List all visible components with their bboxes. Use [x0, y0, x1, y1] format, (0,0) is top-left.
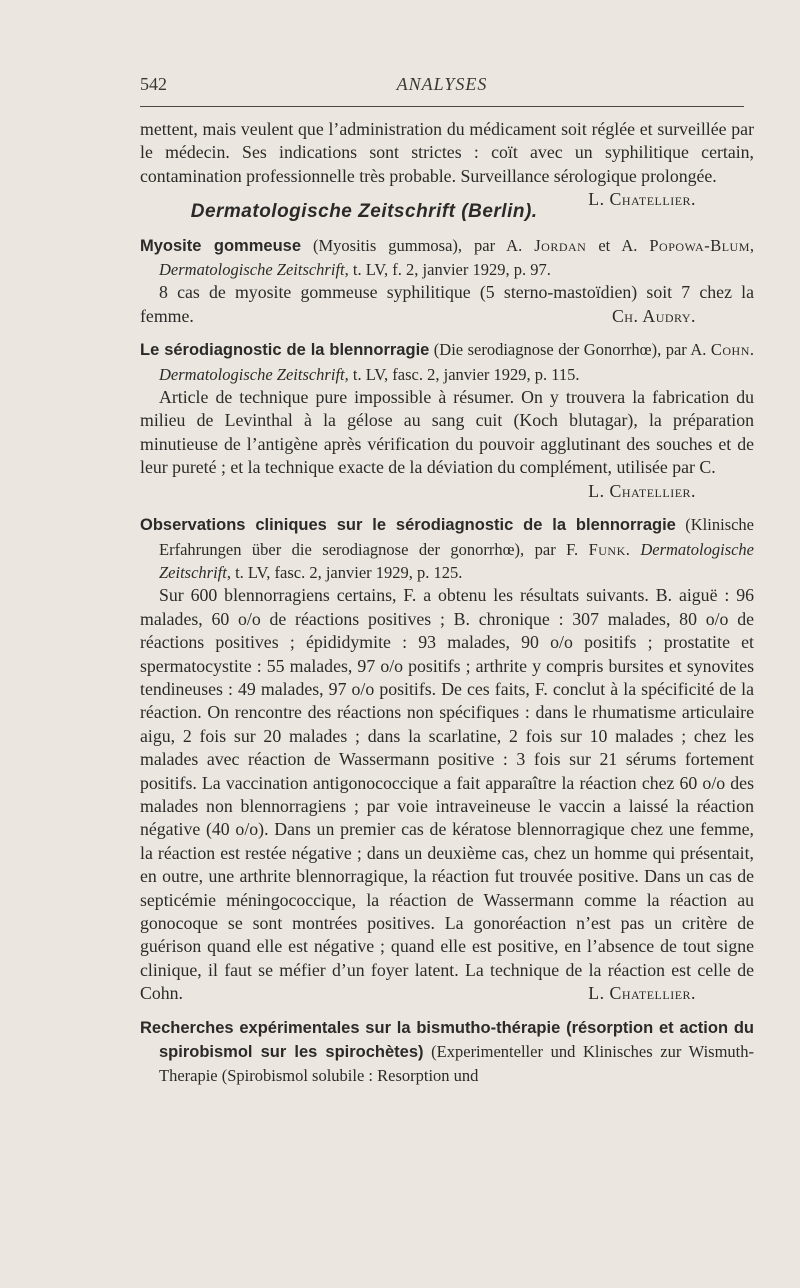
continued-paragraph	[140, 118, 754, 210]
review-entry-myosite	[140, 234, 754, 329]
review-entry-recherches	[140, 1016, 754, 1088]
entry-ref: (Myositis gummosa), par A.	[301, 235, 535, 255]
entry-body-text: Article de technique pure impossible à résumer. On y trouvera la fabrication du milieu de Levinthal à la gélose au sang cuit (Koch blutagar), la préparation minutieuse de l’antigène après vérification du pouvoir agglutinant des souches et de leur pureté ; et la technique exacte de la déviation du complément, utilisée par C.	[140, 387, 754, 478]
entry-signature: L. Chatellier.	[588, 480, 696, 501]
entry-heading	[140, 1016, 754, 1088]
entry-heading	[140, 234, 754, 282]
entry-heading	[140, 338, 754, 386]
entry-title: Myosite gommeuse	[140, 236, 301, 255]
entry-body	[140, 281, 754, 328]
entry-ref-tail: , t. LV, f. 2, janvier 1929, p. 97.	[344, 260, 551, 280]
page-header	[140, 72, 744, 102]
running-title: ANALYSES	[396, 74, 488, 94]
article-body	[140, 118, 754, 1088]
entry-signature: L. Chatellier.	[588, 983, 696, 1004]
entry-ref-sep: .	[625, 539, 641, 559]
entry-ref-mid: et A.	[586, 235, 650, 255]
entry-body	[140, 386, 754, 480]
entry-ref: (Klinische Erfahrungen über die serodiagnose der gonorrhœ), par F.	[159, 515, 755, 559]
entry-ref-sep: ,	[749, 235, 754, 255]
entry-journal: Dermatologische Zeitschrift	[159, 260, 345, 280]
entry-title: Observations cliniques sur le sérodiagnostic de la blennorragie	[140, 516, 676, 535]
review-entry-observations	[140, 513, 754, 1006]
entry-author: Jordan	[534, 235, 587, 255]
entry-author: Cohn	[710, 340, 750, 360]
page-number: 542	[140, 74, 167, 94]
section-title: Dermatologische Zeitschrift (Berlin).	[190, 201, 538, 223]
entry-body-text: Sur 600 blennorragiens certains, F. a obtenu les résultats suivants. B. aiguë : 96 malades, 60 o/o de réactions positives ; B. chronique : 307 malades, 80 o/o de réactions positives ; épididymite : 93 malades, 90 o/o positifs ; prostatite et spermatocystite : 55 malades, 97 o/o positifs ; arthrite y compris bursites et synovites tendineuses : 49 malades, 97 o/o positifs. De ces faits, F. conclut à la spécificité de la réaction. On rencontre des réactions non spécifiques : dans le rhumatisme articulaire aigu, 2 fois sur 20 malades ; dans la scarlatine, 2 fois sur 10 malades ; chez les malades avec réaction de Wassermann positive : 3 fois sur 21 sérums fortement positifs. La vaccination antigonococcique a fait apparaître la réaction chez 60 o/o des malades non blennorragiens ; par voie intraveineuse le vaccin a laissé la réaction négative (40 o/o). Dans un premier cas de kératose blennorragique chez une femme, la réaction est restée négative ; dans un deuxième cas, chez un homme qui présentait, en outre, une arthrite blennorragique, la réaction fut trouvée positive. Dans un cas de septicémie méningococcique, la réaction de Wassermann comme la réaction au gonocoque se sont montrées positives. La gonoréaction n’est pas un critère de guérison quand elle est négative ; quand elle est positive, en l’absence de tout signe clinique, il faut se méfier d’un foyer latent. La technique de la réaction est celle de Cohn.	[140, 585, 754, 1004]
entry-ref: (Die serodiagnose der Gonorrhœ), par A.	[429, 340, 711, 360]
entry-ref: (Experimenteller und Klinisches zur Wismuth-Therapie (Spirobismol solubile : Resorption und	[159, 1042, 754, 1086]
header-rule	[140, 106, 744, 107]
entry-title: Le sérodiagnostic de la blennorragie	[140, 341, 430, 360]
continued-signature: L. Chatellier.	[588, 189, 696, 210]
entry-journal: Dermatologische Zeitschrift	[159, 364, 345, 384]
entry-ref-tail: , t. LV, fasc. 2, janvier 1929, p. 115.	[344, 364, 580, 384]
entry-journal: Dermatologische Zeitschrift	[159, 539, 755, 582]
entry-title: Recherches expérimentales sur la bismutho-thérapie (résorption et action du spirobismol sur les spirochètes)	[140, 1018, 754, 1062]
continued-text: mettent, mais veulent que l’administration du médicament soit réglée et surveillée par le médecin. Ses indications sont strictes : coït avec un syphilitique certain, contamination professionnelle très probable. Surveillance sérologique prolongée.	[140, 119, 754, 186]
entry-heading	[140, 513, 754, 584]
entry-signature: Ch. Audry.	[611, 305, 696, 326]
entry-ref-sep: .	[749, 340, 754, 360]
entry-body	[140, 584, 754, 1005]
entry-ref-tail: , t. LV, fasc. 2, janvier 1929, p. 125.	[226, 562, 463, 582]
entry-author-2: Popowa-Blum	[649, 235, 750, 255]
review-entry-serodiagnostic	[140, 338, 754, 503]
entry-author: Funk	[588, 539, 626, 559]
entry-body-text: 8 cas de myosite gommeuse syphilitique (5 sterno-mastoïdien) soit 7 chez la femme.	[140, 282, 754, 326]
